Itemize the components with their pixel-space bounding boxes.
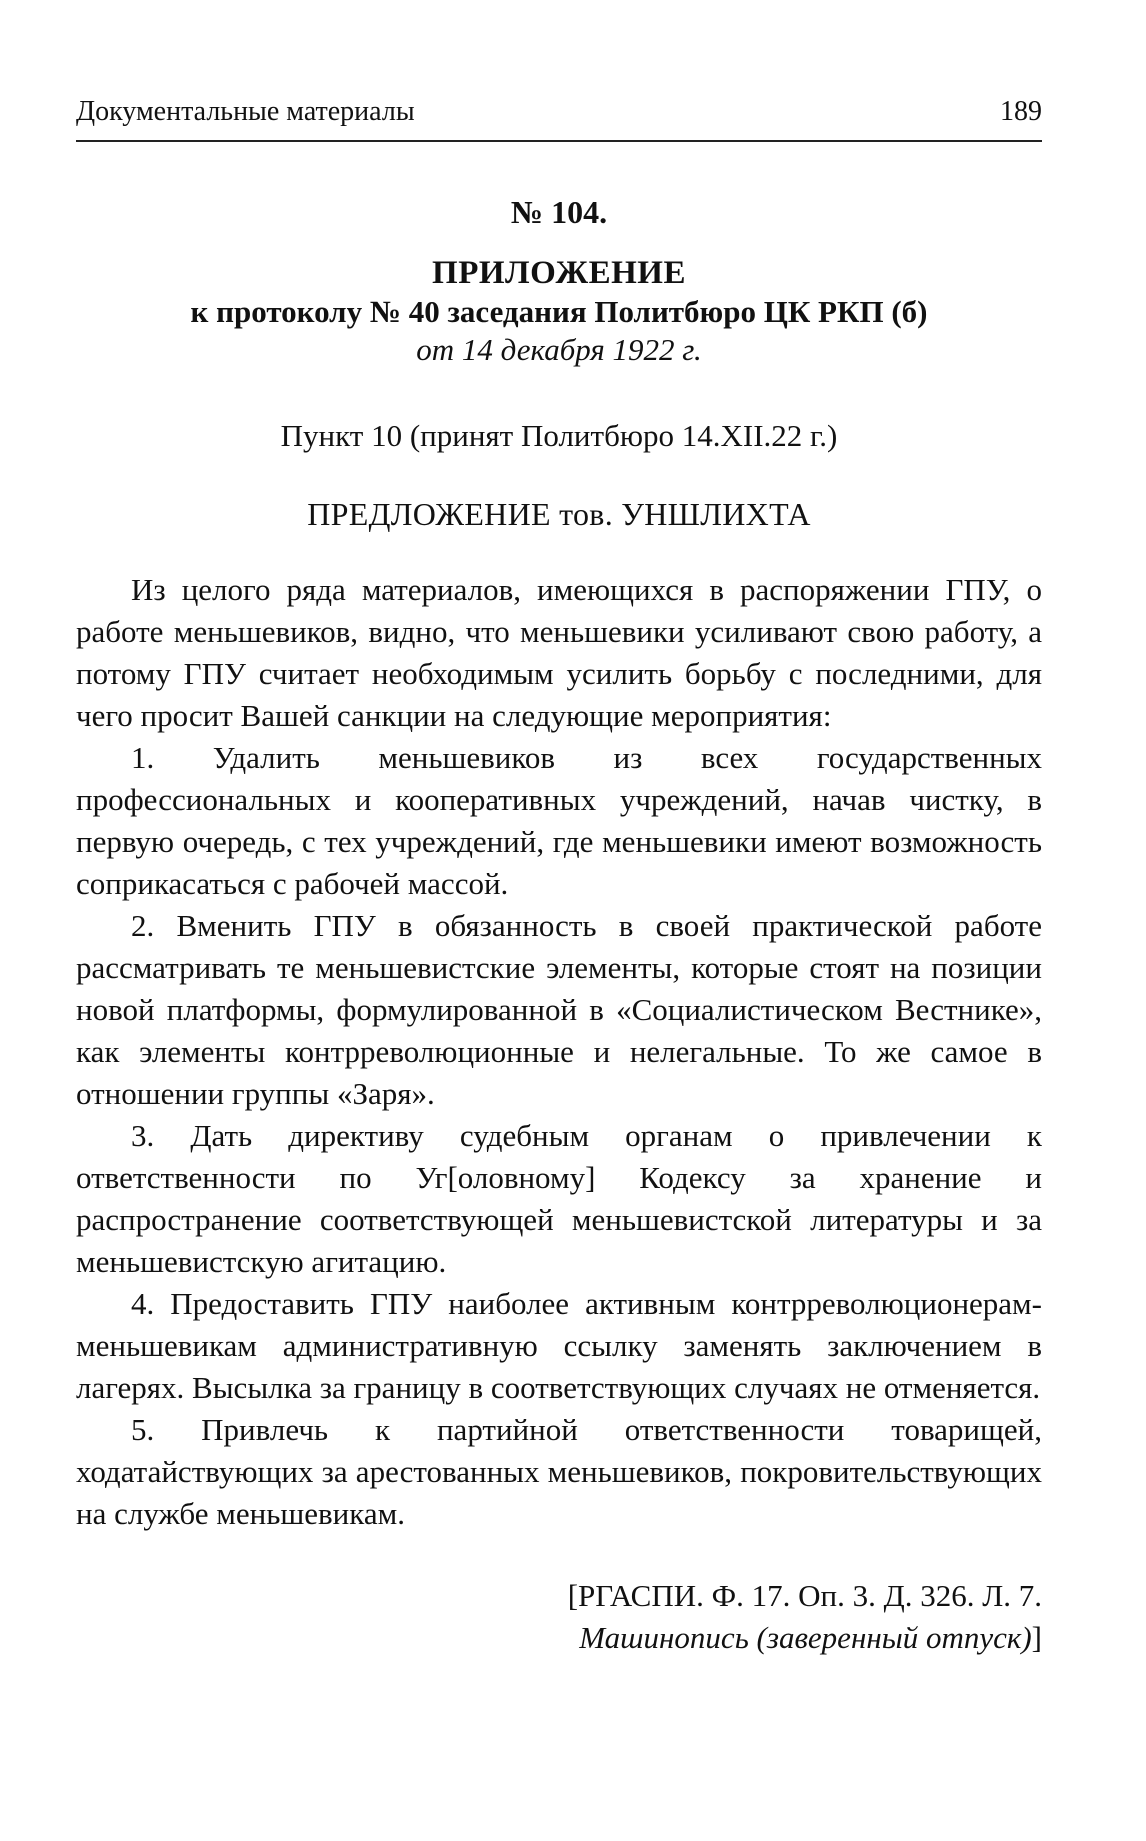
archive-note: Машинопись (заверенный отпуск) <box>579 1620 1032 1655</box>
document-date: от 14 декабря 1922 г. <box>416 332 702 367</box>
document-number: № 104. <box>510 194 608 230</box>
proposal-title: ПРЕДЛОЖЕНИЕ тов. УНШЛИХТА <box>307 496 811 532</box>
protocol-subheading: к протоколу № 40 заседания Политбюро ЦК РКП (б) <box>190 294 928 329</box>
archive-reference: [РГАСПИ. Ф. 17. Оп. 3. Д. 326. Л. 7. <box>567 1578 1042 1613</box>
measure-paragraph-5: 5. Привлечь к партийной ответственности товарищей, ходатайствующих за арестованных меньшевиков, покровительствующих на службе меньшевикам. <box>76 1412 1042 1531</box>
point-line: Пункт 10 (принят Политбюро 14.XII.22 г.) <box>280 418 838 453</box>
document-page <box>76 96 1042 1659</box>
page-number: 189 <box>1000 96 1042 127</box>
measure-paragraph-1: 1. Удалить меньшевиков из всех государственных профессиональных и кооперативных учреждений, начав чистку, в первую очередь, с тех учреждений, где меньшевики имеют возможность соприкасаться с рабочей массой. <box>76 740 1042 901</box>
measure-paragraph-3: 3. Дать директиву судебным органам о привлечении к ответственности по Уг[оловному] Кодексу за хранение и распространение соответствующей меньшевистской литературы и за меньшевистскую агитацию. <box>76 1118 1042 1279</box>
measure-paragraph-2: 2. Вменить ГПУ в обязанность в своей практической работе рассматривать те меньшевистские элементы, которые стоят на позиции новой платформы, формулированной в «Социалистическом Вестнике», как элементы контрреволюционные и нелегальные. То же самое в отношении группы «Заря». <box>76 908 1042 1111</box>
running-header <box>76 96 1042 142</box>
document-body <box>76 569 1042 1535</box>
appendix-heading: ПРИЛОЖЕНИЕ <box>432 255 686 291</box>
archive-source <box>76 1575 1042 1659</box>
section-title: Документальные материалы <box>76 96 415 127</box>
intro-paragraph: Из целого ряда материалов, имеющихся в распоряжении ГПУ, о работе меньшевиков, видно, что меньшевики усиливают свою работу, а потому ГПУ считает необходимым усилить борьбу с последними, для чего просит Вашей санкции на следующие мероприятия: <box>76 572 1042 733</box>
measure-paragraph-4: 4. Предоставить ГПУ наиболее активным контрреволюционерам-меньшевикам административную ссылку заменять заключением в лагерях. Высылка за границу в соответствующих случаях не отменяется. <box>76 1286 1042 1405</box>
archive-close-bracket: ] <box>1031 1620 1042 1655</box>
